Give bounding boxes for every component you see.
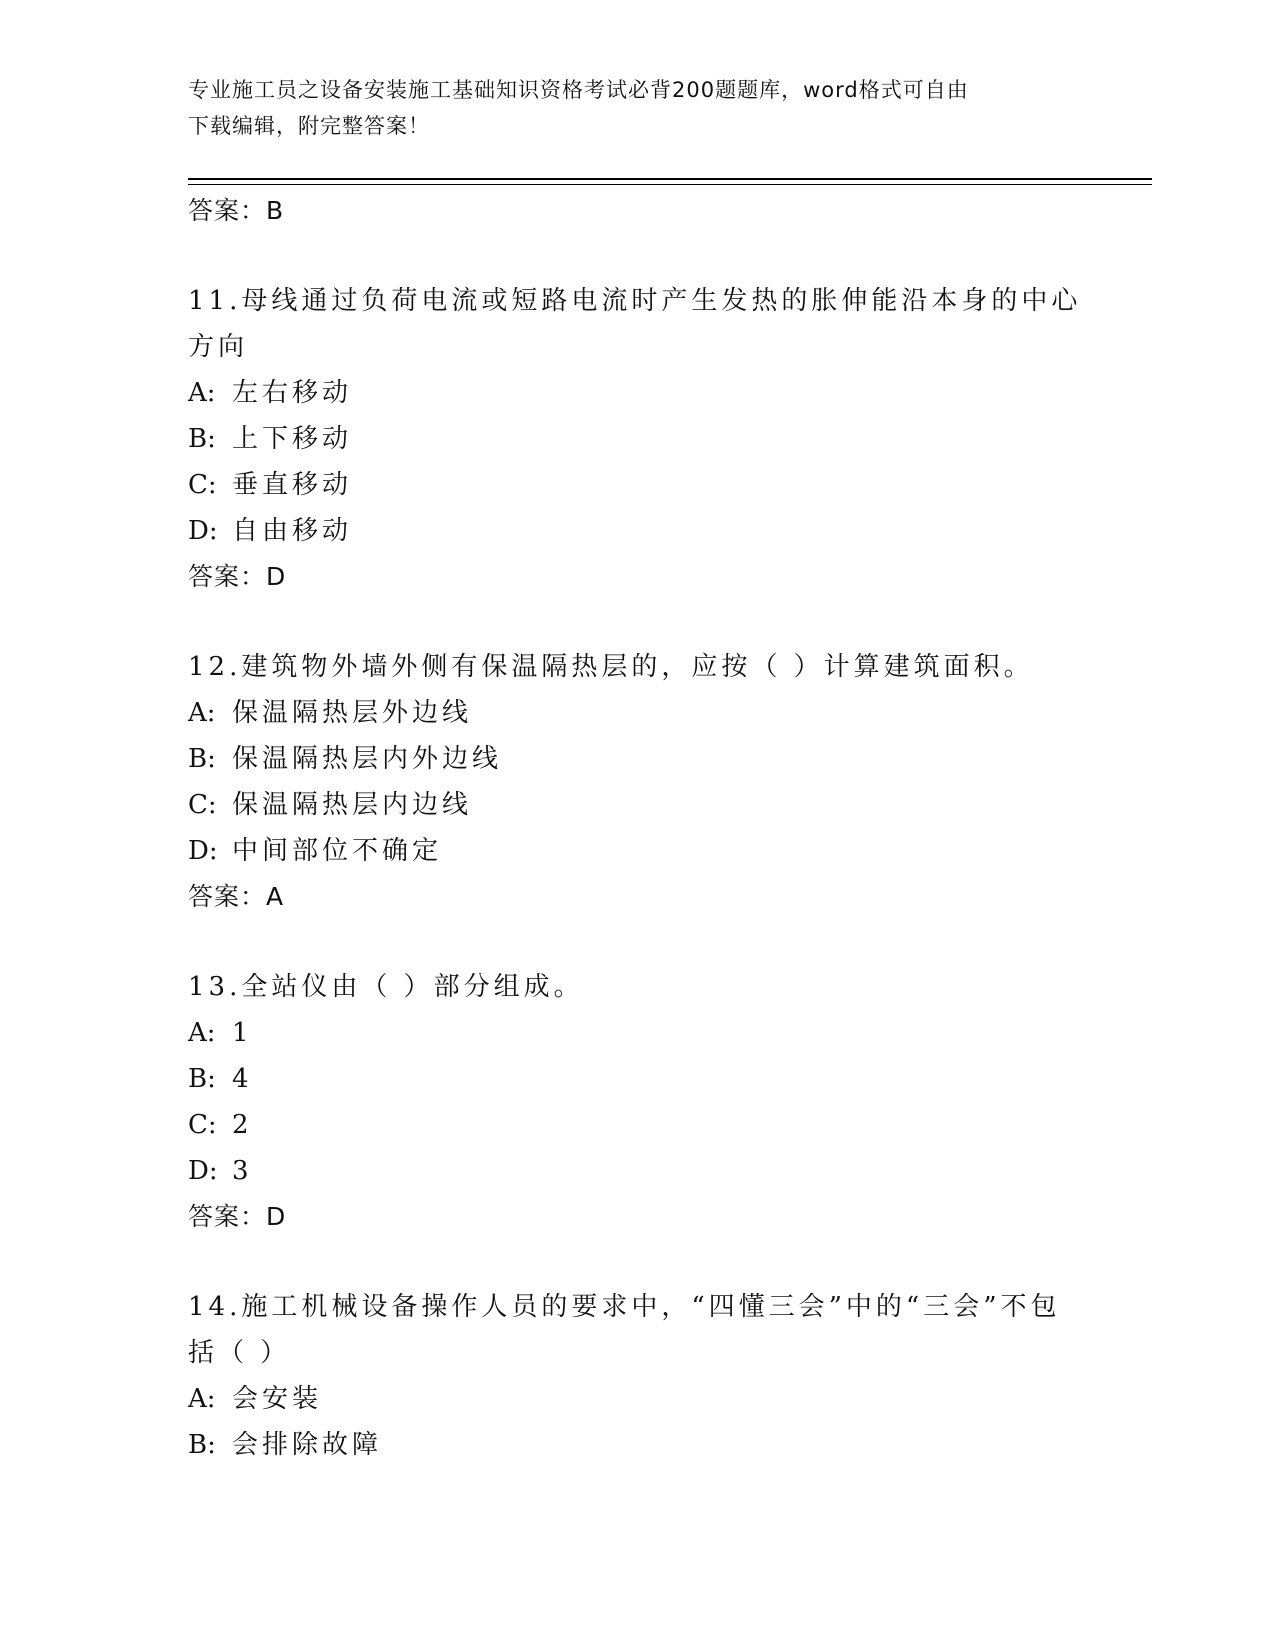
option-b: B: 4 xyxy=(188,1064,253,1094)
option-b: B: 会排除故障 xyxy=(188,1430,383,1460)
question-block xyxy=(188,644,1088,920)
option-d: D: 中间部位不确定 xyxy=(188,836,443,866)
question-text: 14.施工机械设备操作人员的要求中，“四懂三会”中的“三会”不包括（ ） xyxy=(188,1292,1061,1368)
option-d: D: 3 xyxy=(188,1156,253,1186)
option-b: B: 上下移动 xyxy=(188,424,353,454)
option-a: A: 会安装 xyxy=(188,1384,323,1414)
question-text: 11.母线通过负荷电流或短路电流时产生发热的胀伸能沿本身的中心方向 xyxy=(188,286,1082,362)
question-text: 13.全站仪由（ ）部分组成。 xyxy=(188,972,584,1002)
option-a: A: 左右移动 xyxy=(188,378,353,408)
header-line-2: 下载编辑，附完整答案！ xyxy=(188,114,430,138)
option-d: D: 自由移动 xyxy=(188,516,353,546)
question-block xyxy=(188,964,1088,1240)
answer-line: 答案：B xyxy=(188,196,285,225)
document-header xyxy=(188,72,1088,144)
option-a: A: 保温隔热层外边线 xyxy=(188,698,473,728)
header-divider-thin xyxy=(188,184,1152,185)
option-c: C: 2 xyxy=(188,1110,253,1140)
header-line-1: 专业施工员之设备安装施工基础知识资格考试必背200题题库，word格式可自由 xyxy=(188,78,969,102)
question-text: 12.建筑物外墙外侧有保温隔热层的，应按（ ）计算建筑面积。 xyxy=(188,652,1034,682)
answer-line: 答案：A xyxy=(188,882,285,911)
option-c: C: 垂直移动 xyxy=(188,470,353,500)
option-b: B: 保温隔热层内外边线 xyxy=(188,744,503,774)
answer-line: 答案：D xyxy=(188,1202,287,1231)
option-c: C: 保温隔热层内边线 xyxy=(188,790,473,820)
question-block xyxy=(188,278,1088,600)
question-block xyxy=(188,1284,1088,1468)
answer-line: 答案：D xyxy=(188,562,287,591)
document-body xyxy=(188,188,1088,1468)
option-a: A: 1 xyxy=(188,1018,253,1048)
header-divider-thick xyxy=(188,178,1152,180)
